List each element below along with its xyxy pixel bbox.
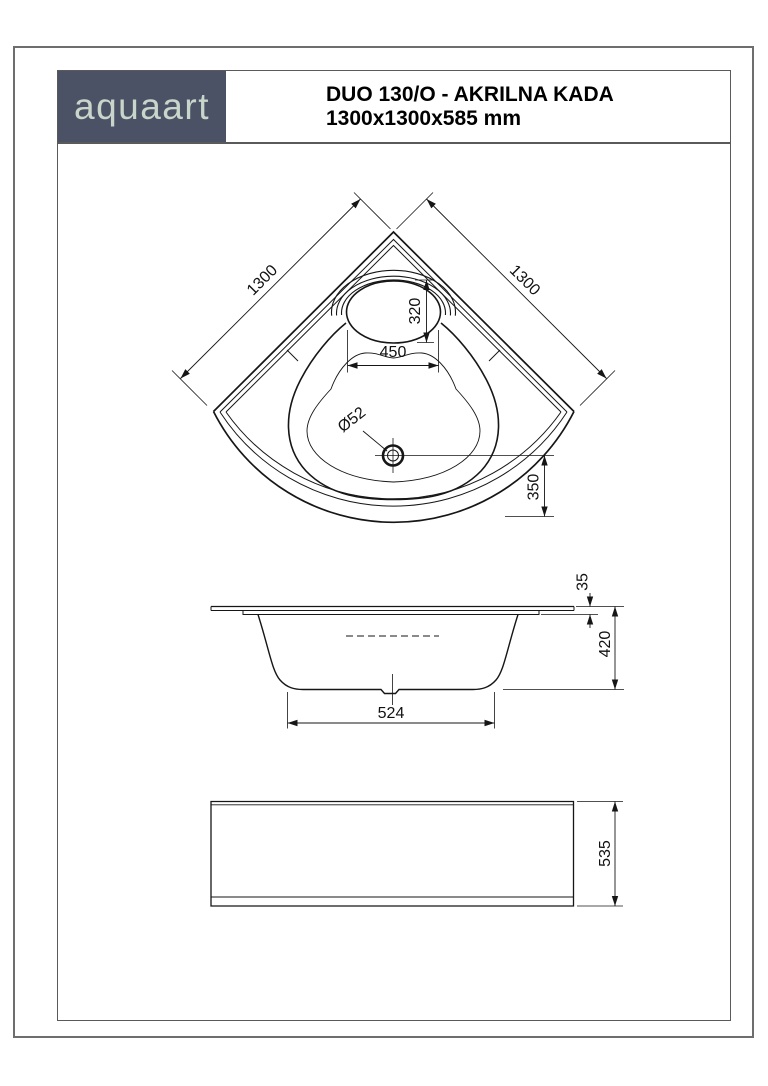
title-block <box>57 70 731 143</box>
dim-drain-label: Ø52 <box>334 403 370 437</box>
dim-320-label: 320 <box>407 297 424 325</box>
dim-1300-right-label: 1300 <box>505 261 544 300</box>
brand-logo-text: aquaart <box>74 86 210 127</box>
panel-outline <box>211 802 574 907</box>
dim-1300-right <box>397 193 616 406</box>
front-panel-view <box>211 802 623 907</box>
dim-420 <box>503 607 624 690</box>
rim-notch-right <box>489 350 500 361</box>
dim-535-label: 535 <box>597 840 614 867</box>
product-name: DUO 130/O - AKRILNA KADA <box>326 82 614 106</box>
dim-524-label: 524 <box>377 705 405 722</box>
dim-524 <box>288 692 495 729</box>
dim-1300-left-label: 1300 <box>243 261 282 300</box>
dim-350-label: 350 <box>525 473 543 501</box>
dim-35-label: 35 <box>574 573 592 591</box>
dim-1300-left <box>172 193 391 406</box>
dim-420-label: 420 <box>597 630 614 658</box>
dim-drain-diameter <box>335 404 387 451</box>
dim-350 <box>505 456 554 517</box>
tub-outer-edges <box>214 232 575 412</box>
side-view <box>211 573 624 729</box>
drawing-title <box>226 71 730 142</box>
tub-profile <box>258 615 518 694</box>
dim-450 <box>348 330 439 373</box>
product-size: 1300x1300x585 mm <box>326 106 522 130</box>
dim-535 <box>577 802 623 907</box>
technical-drawing <box>58 144 730 1020</box>
dim-35 <box>541 573 598 628</box>
top-view <box>172 193 615 523</box>
bowl-floor <box>307 353 480 482</box>
brand-logo <box>58 71 226 142</box>
dim-450-label: 450 <box>379 344 407 361</box>
rim-notch-left <box>287 350 298 361</box>
drain-icon <box>375 438 554 473</box>
drawing-area <box>57 143 731 1021</box>
